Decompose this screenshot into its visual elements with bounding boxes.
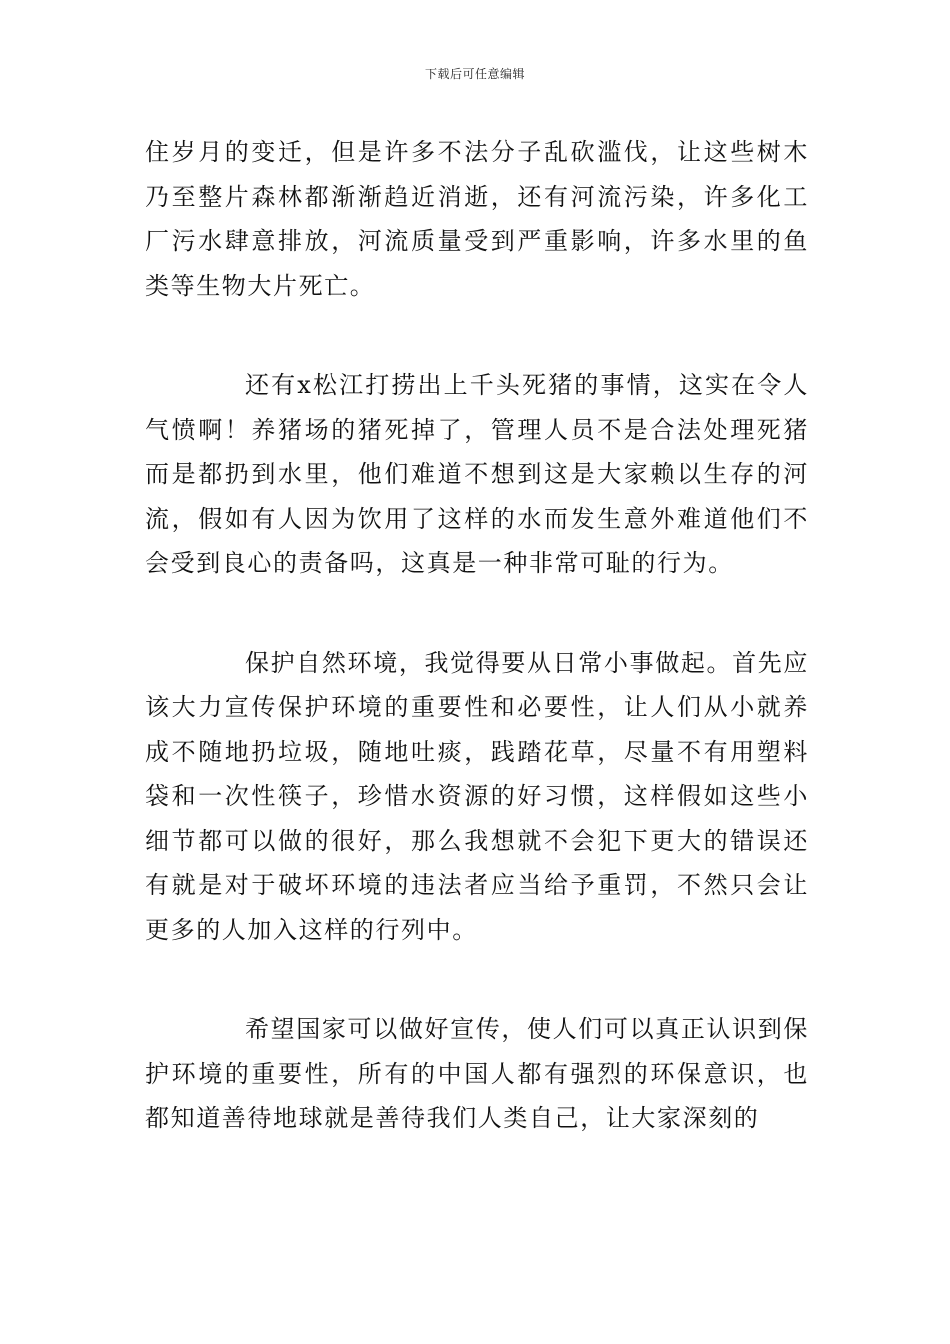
paragraph-4: 希望国家可以做好宣传，使人们可以真正认识到保护环境的重要性，所有的中国人都有强烈的环保意识，也都知道善待地球就是善待我们人类自己，让大家深刻的 — [145, 1015, 809, 1132]
paragraph-3: 保护自然环境，我觉得要从日常小事做起。首先应该大力宣传保护环境的重要性和必要性，让人们从小就养成不随地扔垃圾，随地吐痰，践踏花草，尽量不有用塑料袋和一次性筷子，珍惜水资源的好习惯，这样假如这些小细节都可以做的很好，那么我想就不会犯下更大的错误还有就是对于破坏环境的违法者应当给予重罚，不然只会让更多的人加入这样的行列中。 — [145, 648, 809, 944]
document-body — [145, 130, 809, 1141]
paragraph-2: 还有x松江打捞出上千头死猪的事情，这实在令人气愤啊！养猪场的猪死掉了，管理人员不是合法处理死猪而是都扔到水里，他们难道不想到这是大家赖以生存的河流，假如有人因为饮用了这样的水而发生意外难道他们不会受到良心的责备吗，这真是一种非常可耻的行为。 — [145, 371, 809, 577]
paragraph-1: 住岁月的变迁，但是许多不法分子乱砍滥伐，让这些树木乃至整片森林都渐渐趋近消逝，还有河流污染，许多化工厂污水肆意排放，河流质量受到严重影响，许多水里的鱼类等生物大片死亡。 — [145, 138, 809, 300]
page-header: 下载后可任意编辑 — [424, 67, 525, 81]
